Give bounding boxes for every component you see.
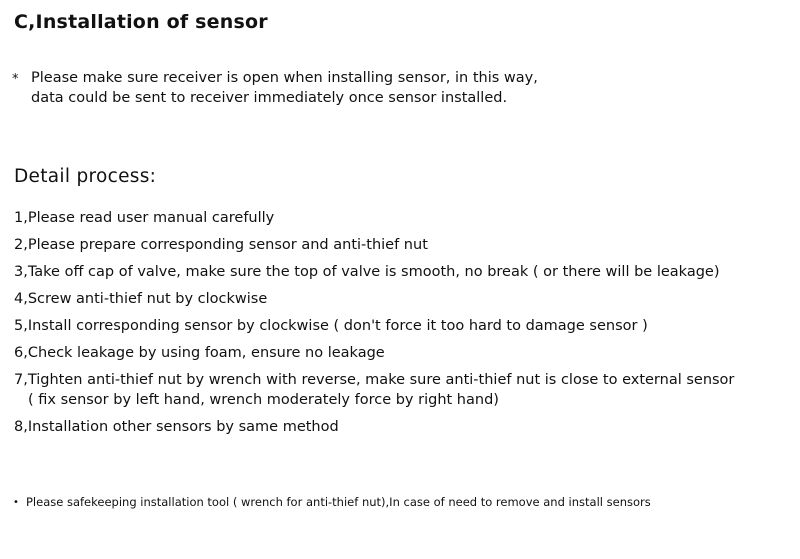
detail-process-heading: Detail process: — [14, 166, 157, 187]
step-item: 3,Take off cap of valve, make sure the top of valve is smooth, no break ( or there will be leakage) — [14, 264, 720, 280]
step-item: 7,Tighten anti-thief nut by wrench with reverse, make sure anti-thief nut is close to external sensor — [14, 372, 735, 388]
note-line: Please make sure receiver is open when installing sensor, in this way, — [31, 70, 538, 86]
step-item: 2,Please prepare corresponding sensor and anti-thief nut — [14, 237, 428, 253]
step-item: 1,Please read user manual carefully — [14, 210, 275, 226]
step-item: 6,Check leakage by using foam, ensure no leakage — [14, 345, 385, 361]
step-item-continuation: ( fix sensor by left hand, wrench moderately force by right hand) — [28, 392, 499, 408]
step-item: 5,Install corresponding sensor by clockwise ( don't force it too hard to damage sensor ) — [14, 318, 648, 334]
step-item: 4,Screw anti-thief nut by clockwise — [14, 291, 268, 307]
footer-note: Please safekeeping installation tool ( wrench for anti-thief nut),In case of need to remove and install sensors — [26, 495, 651, 509]
note-bullet: * — [12, 72, 19, 87]
footer-bullet: • — [13, 497, 19, 508]
step-item: 8,Installation other sensors by same method — [14, 419, 339, 435]
section-title: C,Installation of sensor — [14, 11, 268, 33]
note-line: data could be sent to receiver immediately once sensor installed. — [31, 90, 508, 106]
